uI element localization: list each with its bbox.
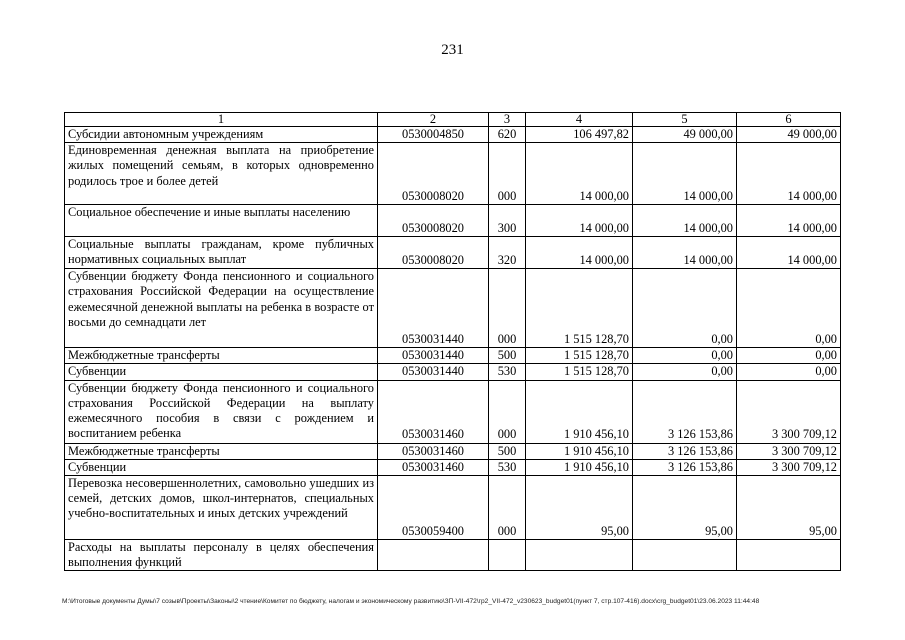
row-type: 320 bbox=[489, 237, 526, 269]
table-row bbox=[65, 348, 841, 364]
row-code: 0530031460 bbox=[378, 443, 489, 459]
row-code: 0530031460 bbox=[378, 459, 489, 475]
row-value-4: 14 000,00 bbox=[526, 205, 633, 237]
row-code bbox=[378, 540, 489, 571]
row-name: Межбюджетные трансферты bbox=[65, 348, 378, 364]
row-value-5: 3 126 153,86 bbox=[633, 459, 737, 475]
row-code: 0530031460 bbox=[378, 380, 489, 443]
column-header: 2 bbox=[378, 113, 489, 127]
column-header: 1 bbox=[65, 113, 378, 127]
row-name: Межбюджетные трансферты bbox=[65, 443, 378, 459]
row-code: 0530004850 bbox=[378, 127, 489, 143]
row-value-5: 0,00 bbox=[633, 364, 737, 380]
table-row bbox=[65, 269, 841, 348]
row-value-5 bbox=[633, 540, 737, 571]
row-type: 530 bbox=[489, 364, 526, 380]
table-row bbox=[65, 540, 841, 571]
row-code: 0530031440 bbox=[378, 348, 489, 364]
page-number: 231 bbox=[441, 42, 464, 58]
row-value-4 bbox=[526, 540, 633, 571]
row-code: 0530008020 bbox=[378, 205, 489, 237]
column-header: 6 bbox=[737, 113, 841, 127]
row-type: 530 bbox=[489, 459, 526, 475]
row-value-6: 0,00 bbox=[737, 348, 841, 364]
row-type: 000 bbox=[489, 476, 526, 540]
table-header-row bbox=[65, 113, 841, 127]
row-name: Расходы на выплаты персоналу в целях обеспечения выполнения функций bbox=[65, 540, 378, 571]
row-value-4: 14 000,00 bbox=[526, 237, 633, 269]
row-value-4: 14 000,00 bbox=[526, 143, 633, 205]
row-code: 0530031440 bbox=[378, 364, 489, 380]
row-value-6: 49 000,00 bbox=[737, 127, 841, 143]
row-value-4: 95,00 bbox=[526, 476, 633, 540]
column-header: 4 bbox=[526, 113, 633, 127]
row-code: 0530059400 bbox=[378, 476, 489, 540]
row-value-5: 14 000,00 bbox=[633, 143, 737, 205]
row-name: Субвенции бюджету Фонда пенсионного и социального страхования Российской Федерации на выплату ежемесячного пособия в связи с рождением и воспитанием ребенка bbox=[65, 380, 378, 443]
row-name: Субвенции бюджету Фонда пенсионного и социального страхования Российской Федерации на осуществление ежемесячной денежной выплаты на ребенка в возрасте от восьми до семнадцати лет bbox=[65, 269, 378, 348]
table-row bbox=[65, 364, 841, 380]
row-type: 000 bbox=[489, 380, 526, 443]
table-row bbox=[65, 459, 841, 475]
row-value-4: 1 910 456,10 bbox=[526, 380, 633, 443]
row-value-5: 0,00 bbox=[633, 269, 737, 348]
row-code: 0530008020 bbox=[378, 237, 489, 269]
budget-table bbox=[64, 112, 841, 571]
row-type bbox=[489, 540, 526, 571]
table-row bbox=[65, 205, 841, 237]
row-name: Социальные выплаты гражданам, кроме публичных нормативных социальных выплат bbox=[65, 237, 378, 269]
row-value-6: 0,00 bbox=[737, 269, 841, 348]
row-value-5: 14 000,00 bbox=[633, 237, 737, 269]
row-type: 000 bbox=[489, 143, 526, 205]
row-value-6: 14 000,00 bbox=[737, 237, 841, 269]
table-row bbox=[65, 143, 841, 205]
column-header: 5 bbox=[633, 113, 737, 127]
row-value-6: 3 300 709,12 bbox=[737, 443, 841, 459]
row-value-4: 1 910 456,10 bbox=[526, 459, 633, 475]
row-value-4: 106 497,82 bbox=[526, 127, 633, 143]
row-value-5: 3 126 153,86 bbox=[633, 380, 737, 443]
row-value-6: 0,00 bbox=[737, 364, 841, 380]
table-row bbox=[65, 237, 841, 269]
row-value-5: 49 000,00 bbox=[633, 127, 737, 143]
table-row bbox=[65, 443, 841, 459]
column-header: 3 bbox=[489, 113, 526, 127]
row-value-6: 3 300 709,12 bbox=[737, 380, 841, 443]
row-type: 000 bbox=[489, 269, 526, 348]
row-value-6: 14 000,00 bbox=[737, 143, 841, 205]
row-value-6: 14 000,00 bbox=[737, 205, 841, 237]
row-value-5: 0,00 bbox=[633, 348, 737, 364]
row-value-4: 1 515 128,70 bbox=[526, 364, 633, 380]
row-value-4: 1 515 128,70 bbox=[526, 269, 633, 348]
row-type: 300 bbox=[489, 205, 526, 237]
row-value-6: 95,00 bbox=[737, 476, 841, 540]
row-name: Единовременная денежная выплата на приобретение жилых помещений семьям, в которых одновременно родилось трое и более детей bbox=[65, 143, 378, 205]
row-type: 500 bbox=[489, 348, 526, 364]
row-type: 620 bbox=[489, 127, 526, 143]
row-value-5: 95,00 bbox=[633, 476, 737, 540]
row-name: Субвенции bbox=[65, 364, 378, 380]
row-code: 0530031440 bbox=[378, 269, 489, 348]
table-row bbox=[65, 380, 841, 443]
row-value-4: 1 515 128,70 bbox=[526, 348, 633, 364]
row-value-4: 1 910 456,10 bbox=[526, 443, 633, 459]
row-code: 0530008020 bbox=[378, 143, 489, 205]
footer-file-path: M:\Итоговые документы Думы\7 созыв\Проекты\Законы\2 чтение\Комитет по бюджету, налогам и экономическому развитию\ЗП-VII-472\гр2_VII-472_v230623_budget01(пункт 7, стр.107-416).docx\crg_budget01\23.06.2023 11:44:48 bbox=[62, 598, 760, 605]
row-name: Социальное обеспечение и иные выплаты населению bbox=[65, 205, 378, 237]
row-value-6 bbox=[737, 540, 841, 571]
row-value-5: 14 000,00 bbox=[633, 205, 737, 237]
table-row bbox=[65, 127, 841, 143]
row-value-5: 3 126 153,86 bbox=[633, 443, 737, 459]
row-value-6: 3 300 709,12 bbox=[737, 459, 841, 475]
row-name: Субсидии автономным учреждениям bbox=[65, 127, 378, 143]
row-name: Перевозка несовершеннолетних, самовольно ушедших из семей, детских домов, школ-интернатов, специальных учебно-воспитательных и иных детских учреждений bbox=[65, 476, 378, 540]
row-type: 500 bbox=[489, 443, 526, 459]
row-name: Субвенции bbox=[65, 459, 378, 475]
table-row bbox=[65, 476, 841, 540]
